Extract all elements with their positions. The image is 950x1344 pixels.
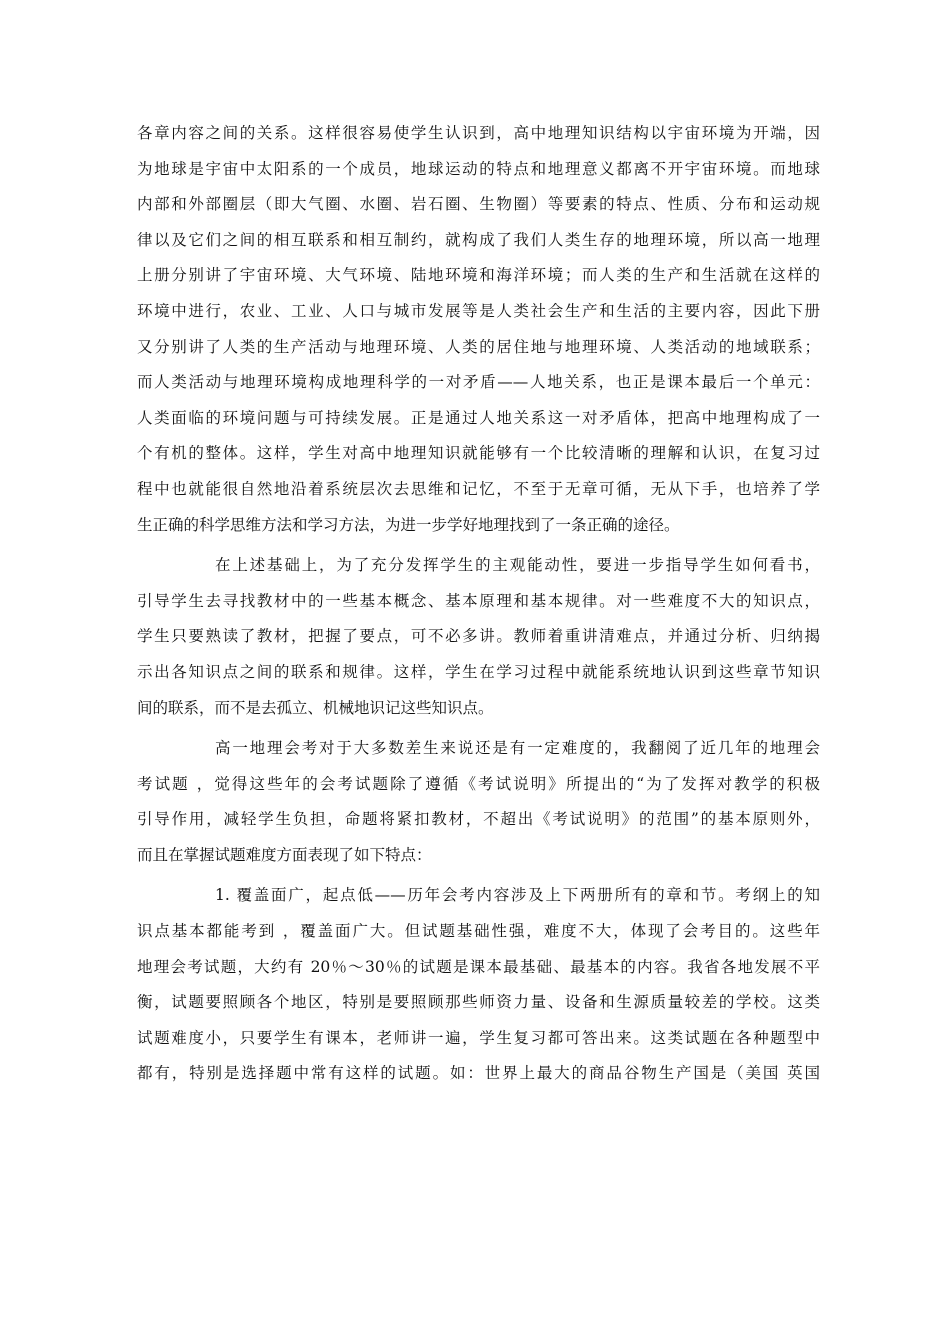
text-line: 又分别讲了人类的生产活动与地理环境、人类的居住地与地理环境、人类活动的地域联系； (137, 337, 820, 356)
paragraph-3 (137, 731, 820, 873)
text-line: 试题难度小，只要学生有课本，老师讲一遍，学生复习都可答出来。这类试题在各种题型中 (137, 1028, 820, 1047)
text-line: 考试题 ，觉得这些年的会考试题除了遵循《考试说明》所提出的“为了发挥对教学的积极 (137, 774, 820, 793)
text-line: 生正确的科学思维方法和学习方法，为进一步学好地理找到了一条正确的途径。 (137, 515, 680, 534)
text-line: 律以及它们之间的相互联系和相互制约，就构成了我们人类生存的地理环境，所以高一地理 (137, 230, 820, 249)
text-line: 程中也就能很自然地沿着系统层次去思维和记忆，不至于无章可循，无从下手，也培养了学 (137, 479, 820, 498)
text-line: 各章内容之间的关系。这样很容易使学生认识到，高中地理知识结构以宇宙环境为开端，因 (137, 124, 820, 142)
text-line: 人类面临的环境问题与可持续发展。正是通过人地关系这一对矛盾体，把高中地理构成了一 (137, 408, 820, 427)
text-line: 引导学生去寻找教材中的一些基本概念、基本原理和基本规律。对一些难度不大的知识点， (137, 591, 820, 610)
text-line: 学生只要熟读了教材，把握了要点，可不必多讲。教师着重讲清难点，并通过分析、归纳揭 (137, 627, 820, 646)
document-page (137, 116, 820, 1092)
text-line: 地理会考试题，大约有 20％～30％的试题是课本最基础、最基本的内容。我省各地发展不平 (137, 957, 820, 976)
text-line: 而人类活动与地理环境构成地理科学的一对矛盾——人地关系，也正是课本最后一个单元： (137, 373, 820, 392)
text-line: 而且在掌握试题难度方面表现了如下特点： (137, 845, 432, 864)
text-line: 衡，试题要照顾各个地区，特别是要照顾那些师资力量、设备和生源质量较差的学校。这类 (137, 993, 820, 1012)
paragraph-2 (137, 548, 820, 726)
text-line: 个有机的整体。这样，学生对高中地理知识就能够有一个比较清晰的理解和认识，在复习过 (137, 444, 820, 463)
text-line: 示出各知识点之间的联系和规律。这样，学生在学习过程中就能系统地认识到这些章节知识 (137, 662, 820, 681)
text-line: 高一地理会考对于大多数差生来说还是有一定难度的，我翻阅了近几年的地理会 (215, 739, 820, 758)
paragraph-1 (137, 116, 820, 543)
text-line: 内部和外部圈层（即大气圈、水圈、岩石圈、生物圈）等要素的特点、性质、分布和运动规 (137, 195, 820, 214)
text-line: 环境中进行，农业、工业、人口与城市发展等是人类社会生产和生活的主要内容，因此下册 (137, 301, 820, 320)
text-line: 在上述基础上，为了充分发挥学生的主观能动性，要进一步指导学生如何看书， (215, 556, 820, 575)
text-line: 识点基本都能考到 ，覆盖面广大。但试题基础性强，难度不大，体现了会考目的。这些年 (137, 922, 820, 941)
text-line: 1. 覆盖面广，起点低——历年会考内容涉及上下两册所有的章和节。考纲上的知 (215, 886, 820, 905)
text-line: 上册分别讲了宇宙环境、大气环境、陆地环境和海洋环境；而人类的生产和生活就在这样的 (137, 266, 820, 285)
text-line: 引导作用，减轻学生负担，命题将紧扣教材，不超出《考试说明》的范围”的基本原则外， (137, 810, 820, 829)
text-line: 为地球是宇宙中太阳系的一个成员，地球运动的特点和地理意义都离不开宇宙环境。而地球 (137, 159, 820, 178)
paragraph-4 (137, 878, 820, 1092)
text-line: 都有，特别是选择题中常有这样的试题。如：世界上最大的商品谷物生产国是（美国 英国 (137, 1064, 820, 1083)
text-line: 间的联系，而不是去孤立、机械地识记这些知识点。 (137, 698, 494, 717)
